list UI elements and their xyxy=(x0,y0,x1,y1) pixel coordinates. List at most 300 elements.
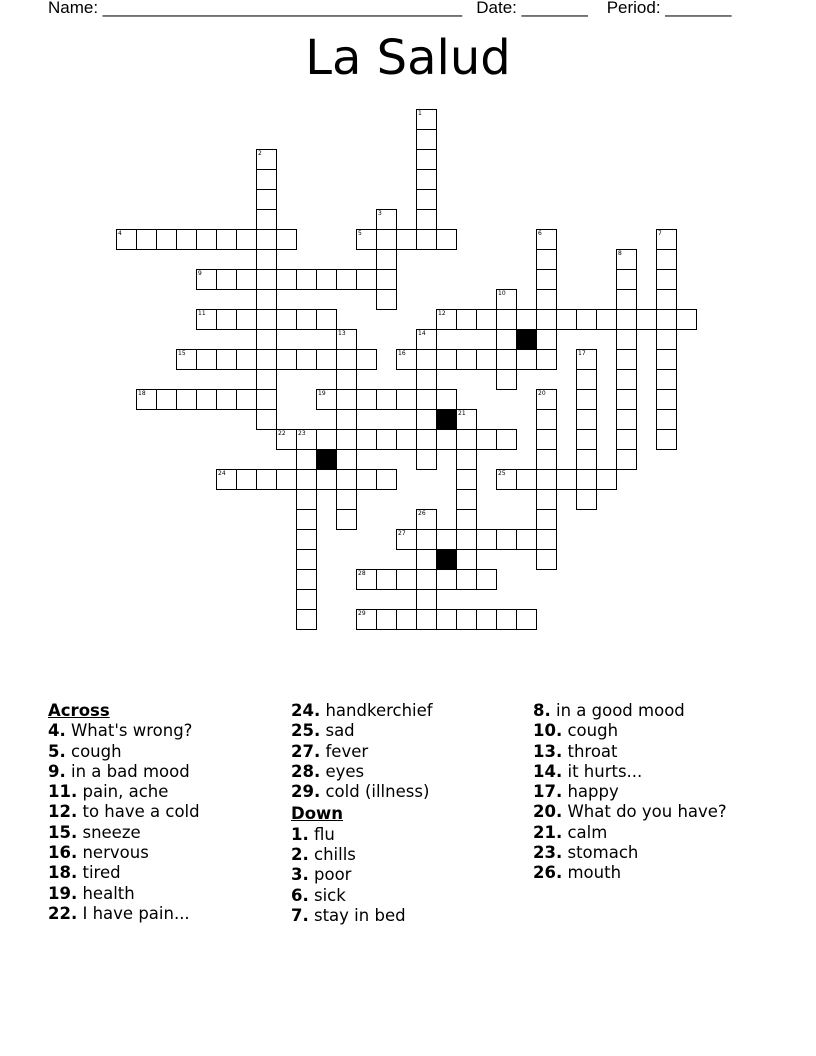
across-clue-list xyxy=(48,721,200,924)
grid-cell[interactable] xyxy=(396,609,417,630)
grid-cell[interactable] xyxy=(536,549,557,570)
grid-cell[interactable] xyxy=(576,449,597,470)
grid-cell[interactable] xyxy=(336,269,357,290)
grid-cell[interactable] xyxy=(416,429,437,450)
clue-text: fever xyxy=(320,741,369,761)
grid-cell[interactable] xyxy=(296,509,317,530)
grid-cell[interactable] xyxy=(516,529,537,550)
grid-cell[interactable] xyxy=(616,329,637,350)
grid-cell[interactable] xyxy=(216,349,237,370)
grid-cell[interactable] xyxy=(316,429,337,450)
grid-cell[interactable] xyxy=(336,469,357,490)
grid-cell[interactable] xyxy=(276,469,297,490)
grid-cell[interactable] xyxy=(596,309,617,330)
grid-cell[interactable] xyxy=(296,349,317,370)
grid-cell[interactable] xyxy=(576,489,597,510)
grid-cell[interactable] xyxy=(536,289,557,310)
grid-cell[interactable] xyxy=(656,249,677,270)
grid-cell[interactable] xyxy=(436,389,457,410)
grid-cell[interactable] xyxy=(416,149,437,170)
grid-cell[interactable] xyxy=(336,449,357,470)
grid-cell[interactable] xyxy=(256,189,277,210)
grid-cell[interactable] xyxy=(436,229,457,250)
grid-cell[interactable] xyxy=(656,389,677,410)
grid-cell[interactable] xyxy=(236,269,257,290)
grid-cell[interactable] xyxy=(456,489,477,510)
grid-cell[interactable] xyxy=(656,309,677,330)
grid-cell[interactable] xyxy=(616,249,637,270)
grid-cell[interactable] xyxy=(416,229,437,250)
grid-cell[interactable] xyxy=(356,229,377,250)
clue-text: in a good mood xyxy=(550,701,685,720)
grid-cell[interactable] xyxy=(276,309,297,330)
grid-cell[interactable] xyxy=(296,569,317,590)
grid-cell[interactable] xyxy=(476,609,497,630)
grid-cell[interactable] xyxy=(256,149,277,170)
clue-number: 27. xyxy=(291,741,321,761)
grid-cell[interactable] xyxy=(456,569,477,590)
grid-cell[interactable] xyxy=(536,309,557,330)
grid-cell[interactable] xyxy=(476,349,497,370)
grid-cell[interactable] xyxy=(336,349,357,370)
grid-cell[interactable] xyxy=(476,309,497,330)
grid-cell[interactable] xyxy=(496,369,517,390)
grid-cell[interactable] xyxy=(616,449,637,470)
clue-number-label: 7 xyxy=(658,230,662,237)
grid-cell[interactable] xyxy=(476,429,497,450)
grid-cell[interactable] xyxy=(416,209,437,230)
grid-cell[interactable] xyxy=(376,569,397,590)
grid-cell[interactable] xyxy=(296,609,317,630)
grid-cell[interactable] xyxy=(416,409,437,430)
across-clue-list-cont xyxy=(291,701,433,802)
grid-cell[interactable] xyxy=(656,269,677,290)
clue-item xyxy=(291,825,433,845)
clue-item xyxy=(291,721,433,741)
grid-cell[interactable] xyxy=(496,529,517,550)
clue-text: calm xyxy=(562,822,608,842)
grid-cell[interactable] xyxy=(216,269,237,290)
grid-cell[interactable] xyxy=(416,329,437,350)
grid-cell[interactable] xyxy=(256,389,277,410)
grid-cell[interactable] xyxy=(496,329,517,350)
clue-number-label: 8 xyxy=(618,250,622,257)
grid-cell[interactable] xyxy=(496,609,517,630)
clue-number: 11. xyxy=(48,782,78,802)
clue-number: 29. xyxy=(291,782,321,802)
grid-cell[interactable] xyxy=(256,209,277,230)
grid-cell[interactable] xyxy=(336,389,357,410)
grid-cell[interactable] xyxy=(296,489,317,510)
clue-item xyxy=(291,701,433,721)
clue-text: pain, ache xyxy=(77,782,169,802)
grid-cell[interactable] xyxy=(476,529,497,550)
clue-item xyxy=(48,802,200,822)
clue-text: cold (illness) xyxy=(320,782,430,802)
clue-number-label: 12 xyxy=(438,310,446,317)
clue-text: What do you have? xyxy=(562,802,727,822)
clue-number: 26. xyxy=(533,863,563,883)
grid-cell[interactable] xyxy=(196,389,217,410)
name-field[interactable]: ______________________________________ xyxy=(102,0,463,17)
clue-item xyxy=(533,742,727,762)
grid-cell[interactable] xyxy=(536,249,557,270)
grid-cell[interactable] xyxy=(296,549,317,570)
grid-cell[interactable] xyxy=(416,129,437,150)
grid-cell[interactable] xyxy=(316,269,337,290)
grid-cell[interactable] xyxy=(656,349,677,370)
grid-cell[interactable] xyxy=(416,589,437,610)
grid-cell[interactable] xyxy=(416,609,437,630)
grid-cell[interactable] xyxy=(336,489,357,510)
grid-cell[interactable] xyxy=(296,589,317,610)
grid-cell[interactable] xyxy=(656,409,677,430)
grid-cell[interactable] xyxy=(656,289,677,310)
grid-cell[interactable] xyxy=(296,269,317,290)
grid-cell[interactable] xyxy=(416,509,437,530)
grid-cell[interactable] xyxy=(536,409,557,430)
grid-cell[interactable] xyxy=(396,389,417,410)
grid-cell[interactable] xyxy=(516,309,537,330)
grid-cell[interactable] xyxy=(376,609,397,630)
clue-text: poor xyxy=(308,865,352,885)
grid-cell[interactable] xyxy=(456,429,477,450)
clue-number-label: 9 xyxy=(198,270,202,277)
clue-text: cough xyxy=(65,741,122,761)
grid-cell[interactable] xyxy=(536,529,557,550)
grid-cell[interactable] xyxy=(196,229,217,250)
clue-number: 19. xyxy=(48,883,78,903)
grid-cell[interactable] xyxy=(216,229,237,250)
grid-cell[interactable] xyxy=(396,529,417,550)
clue-text: sneeze xyxy=(77,822,141,842)
grid-cell[interactable] xyxy=(516,349,537,370)
grid-cell[interactable] xyxy=(476,569,497,590)
grid-cell[interactable] xyxy=(356,349,377,370)
grid-cell[interactable] xyxy=(576,429,597,450)
clue-number-label: 17 xyxy=(578,350,586,357)
grid-cell[interactable] xyxy=(496,349,517,370)
grid-cell[interactable] xyxy=(616,269,637,290)
grid-cell[interactable] xyxy=(516,469,537,490)
grid-cell[interactable] xyxy=(196,269,217,290)
grid-cell[interactable] xyxy=(436,569,457,590)
grid-cell[interactable] xyxy=(656,329,677,350)
grid-cell[interactable] xyxy=(416,189,437,210)
grid-cell[interactable] xyxy=(196,349,217,370)
grid-cell[interactable] xyxy=(436,429,457,450)
clue-text: to have a cold xyxy=(77,802,200,822)
clue-text: it hurts... xyxy=(562,761,643,781)
clue-text: flu xyxy=(308,824,335,844)
grid-cell[interactable] xyxy=(376,229,397,250)
clue-text: happy xyxy=(562,782,619,802)
grid-cell[interactable] xyxy=(376,469,397,490)
grid-cell[interactable] xyxy=(416,549,437,570)
grid-cell[interactable] xyxy=(556,469,577,490)
grid-cell[interactable] xyxy=(416,349,437,370)
grid-cell[interactable] xyxy=(536,429,557,450)
clue-number-label: 26 xyxy=(418,510,426,517)
grid-cell[interactable] xyxy=(596,469,617,490)
grid-cell[interactable] xyxy=(456,529,477,550)
grid-cell[interactable] xyxy=(336,369,357,390)
clue-item xyxy=(291,906,433,926)
grid-cell[interactable] xyxy=(316,349,337,370)
clue-number-label: 3 xyxy=(378,210,382,217)
clue-number: 7. xyxy=(291,905,309,925)
grid-cell[interactable] xyxy=(236,469,257,490)
grid-cell[interactable] xyxy=(256,229,277,250)
grid-cell[interactable] xyxy=(496,429,517,450)
grid-cell[interactable] xyxy=(396,229,417,250)
grid-cell[interactable] xyxy=(256,269,277,290)
grid-cell[interactable] xyxy=(256,369,277,390)
grid-cell[interactable] xyxy=(256,289,277,310)
grid-cell[interactable] xyxy=(536,229,557,250)
grid-cell[interactable] xyxy=(416,109,437,130)
grid-cell[interactable] xyxy=(336,409,357,430)
grid-cell[interactable] xyxy=(616,349,637,370)
grid-cell[interactable] xyxy=(356,429,377,450)
clue-number: 2. xyxy=(291,845,309,865)
clue-item xyxy=(533,843,727,863)
clue-text: in a bad mood xyxy=(65,761,190,781)
grid-cell[interactable] xyxy=(216,309,237,330)
grid-cell[interactable] xyxy=(236,229,257,250)
grid-cell[interactable] xyxy=(516,609,537,630)
grid-cell[interactable] xyxy=(436,349,457,370)
grid-cell[interactable] xyxy=(356,569,377,590)
clue-number-label: 13 xyxy=(338,330,346,337)
clue-number: 12. xyxy=(48,802,78,822)
clue-number: 16. xyxy=(48,843,78,863)
grid-cell[interactable] xyxy=(356,469,377,490)
grid-cell[interactable] xyxy=(396,569,417,590)
grid-cell[interactable] xyxy=(376,389,397,410)
grid-cell[interactable] xyxy=(416,369,437,390)
grid-cell[interactable] xyxy=(176,229,197,250)
grid-cell[interactable] xyxy=(456,449,477,470)
grid-cell[interactable] xyxy=(256,309,277,330)
grid-cell[interactable] xyxy=(636,309,657,330)
grid-cell[interactable] xyxy=(356,609,377,630)
grid-cell[interactable] xyxy=(156,389,177,410)
grid-cell[interactable] xyxy=(416,529,437,550)
down-clue-list xyxy=(291,825,433,926)
grid-cell[interactable] xyxy=(156,229,177,250)
grid-cell[interactable] xyxy=(316,309,337,330)
grid-cell[interactable] xyxy=(136,389,157,410)
clue-item xyxy=(48,884,200,904)
grid-cell[interactable] xyxy=(456,469,477,490)
grid-cell[interactable] xyxy=(376,209,397,230)
grid-cell[interactable] xyxy=(256,349,277,370)
grid-cell[interactable] xyxy=(376,269,397,290)
grid-cell[interactable] xyxy=(336,509,357,530)
clue-text: nervous xyxy=(77,843,149,863)
clue-number: 15. xyxy=(48,822,78,842)
grid-cell[interactable] xyxy=(276,429,297,450)
grid-cell[interactable] xyxy=(296,429,317,450)
grid-cell[interactable] xyxy=(116,229,137,250)
period-label: Period: xyxy=(606,0,666,17)
clue-number: 3. xyxy=(291,865,309,885)
grid-cell[interactable] xyxy=(296,309,317,330)
grid-cell[interactable] xyxy=(656,229,677,250)
grid-cell[interactable] xyxy=(576,389,597,410)
clue-number: 18. xyxy=(48,863,78,883)
grid-cell[interactable] xyxy=(456,349,477,370)
grid-cell[interactable] xyxy=(416,449,437,470)
grid-cell[interactable] xyxy=(456,549,477,570)
grid-cell[interactable] xyxy=(536,269,557,290)
grid-cell[interactable] xyxy=(416,169,437,190)
grid-cell[interactable] xyxy=(496,309,517,330)
clue-number-label: 25 xyxy=(498,470,506,477)
clue-item xyxy=(291,886,433,906)
grid-cell[interactable] xyxy=(176,389,197,410)
grid-cell[interactable] xyxy=(576,369,597,390)
grid-cell[interactable] xyxy=(416,569,437,590)
grid-cell[interactable] xyxy=(296,449,317,470)
grid-cell[interactable] xyxy=(316,469,337,490)
clue-text: stomach xyxy=(562,843,639,863)
grid-cell[interactable] xyxy=(196,309,217,330)
clue-item xyxy=(291,762,433,782)
grid-cell[interactable] xyxy=(216,389,237,410)
clue-text: cough xyxy=(562,721,619,741)
name-label: Name: xyxy=(48,0,103,17)
grid-cell[interactable] xyxy=(256,249,277,270)
clue-number-label: 2 xyxy=(258,150,262,157)
grid-cell[interactable] xyxy=(336,329,357,350)
period-field[interactable]: _______ xyxy=(665,0,732,17)
grid-cell[interactable] xyxy=(356,269,377,290)
grid-cell[interactable] xyxy=(436,609,457,630)
grid-cell[interactable] xyxy=(656,369,677,390)
grid-cell[interactable] xyxy=(456,309,477,330)
clue-text: tired xyxy=(77,863,121,883)
grid-cell[interactable] xyxy=(436,529,457,550)
clue-text: health xyxy=(77,883,135,903)
grid-cell[interactable] xyxy=(176,349,197,370)
clue-number-label: 10 xyxy=(498,290,506,297)
clue-item xyxy=(533,802,727,822)
clue-number-label: 1 xyxy=(418,110,422,117)
black-square xyxy=(436,409,457,430)
grid-cell[interactable] xyxy=(256,329,277,350)
grid-cell[interactable] xyxy=(616,289,637,310)
clue-number: 13. xyxy=(533,741,563,761)
grid-cell[interactable] xyxy=(496,289,517,310)
grid-cell[interactable] xyxy=(616,309,637,330)
grid-cell[interactable] xyxy=(356,389,377,410)
clue-number-label: 28 xyxy=(358,570,366,577)
black-square xyxy=(316,449,337,470)
grid-cell[interactable] xyxy=(456,509,477,530)
grid-cell[interactable] xyxy=(296,529,317,550)
grid-cell[interactable] xyxy=(236,389,257,410)
clue-text: What's wrong? xyxy=(65,721,193,741)
grid-cell[interactable] xyxy=(536,489,557,510)
grid-cell[interactable] xyxy=(336,429,357,450)
grid-cell[interactable] xyxy=(676,309,697,330)
grid-cell[interactable] xyxy=(536,349,557,370)
grid-cell[interactable] xyxy=(256,169,277,190)
grid-cell[interactable] xyxy=(296,469,317,490)
date-field[interactable]: _______ xyxy=(521,0,588,17)
grid-cell[interactable] xyxy=(416,389,437,410)
grid-cell[interactable] xyxy=(236,309,257,330)
grid-cell[interactable] xyxy=(276,229,297,250)
grid-cell[interactable] xyxy=(256,409,277,430)
grid-cell[interactable] xyxy=(236,349,257,370)
grid-cell[interactable] xyxy=(216,469,237,490)
clue-item xyxy=(533,863,727,883)
grid-cell[interactable] xyxy=(376,249,397,270)
grid-cell[interactable] xyxy=(456,409,477,430)
clue-number: 9. xyxy=(48,761,66,781)
grid-cell[interactable] xyxy=(536,509,557,530)
grid-cell[interactable] xyxy=(616,429,637,450)
clue-item xyxy=(48,762,200,782)
grid-cell[interactable] xyxy=(536,469,557,490)
grid-cell[interactable] xyxy=(536,449,557,470)
clue-number-label: 24 xyxy=(218,470,226,477)
grid-cell[interactable] xyxy=(276,269,297,290)
grid-cell[interactable] xyxy=(656,429,677,450)
clue-item xyxy=(533,782,727,802)
grid-cell[interactable] xyxy=(576,349,597,370)
grid-cell[interactable] xyxy=(276,349,297,370)
clues-column-2 xyxy=(291,701,433,926)
grid-cell[interactable] xyxy=(616,389,637,410)
clue-number: 4. xyxy=(48,721,66,741)
grid-cell[interactable] xyxy=(136,229,157,250)
grid-cell[interactable] xyxy=(536,329,557,350)
grid-cell[interactable] xyxy=(376,289,397,310)
grid-cell[interactable] xyxy=(496,469,517,490)
grid-cell[interactable] xyxy=(396,349,417,370)
grid-cell[interactable] xyxy=(256,469,277,490)
grid-cell[interactable] xyxy=(556,309,577,330)
clue-item xyxy=(291,742,433,762)
clue-number: 10. xyxy=(533,721,563,741)
grid-cell[interactable] xyxy=(436,309,457,330)
clue-item xyxy=(533,823,727,843)
clue-number: 8. xyxy=(533,701,551,720)
black-square xyxy=(516,329,537,350)
grid-cell[interactable] xyxy=(396,429,417,450)
clue-item xyxy=(48,823,200,843)
grid-cell[interactable] xyxy=(616,409,637,430)
down-heading: Down xyxy=(291,804,344,824)
grid-cell[interactable] xyxy=(456,609,477,630)
clue-number-label: 14 xyxy=(418,330,426,337)
grid-cell[interactable] xyxy=(576,409,597,430)
grid-cell[interactable] xyxy=(576,469,597,490)
clue-number-label: 29 xyxy=(358,610,366,617)
clue-item xyxy=(533,701,727,721)
grid-cell[interactable] xyxy=(616,369,637,390)
clue-number: 28. xyxy=(291,761,321,781)
grid-cell[interactable] xyxy=(376,429,397,450)
clue-number-label: 27 xyxy=(398,530,406,537)
grid-cell[interactable] xyxy=(316,389,337,410)
grid-cell[interactable] xyxy=(576,309,597,330)
grid-cell[interactable] xyxy=(536,389,557,410)
